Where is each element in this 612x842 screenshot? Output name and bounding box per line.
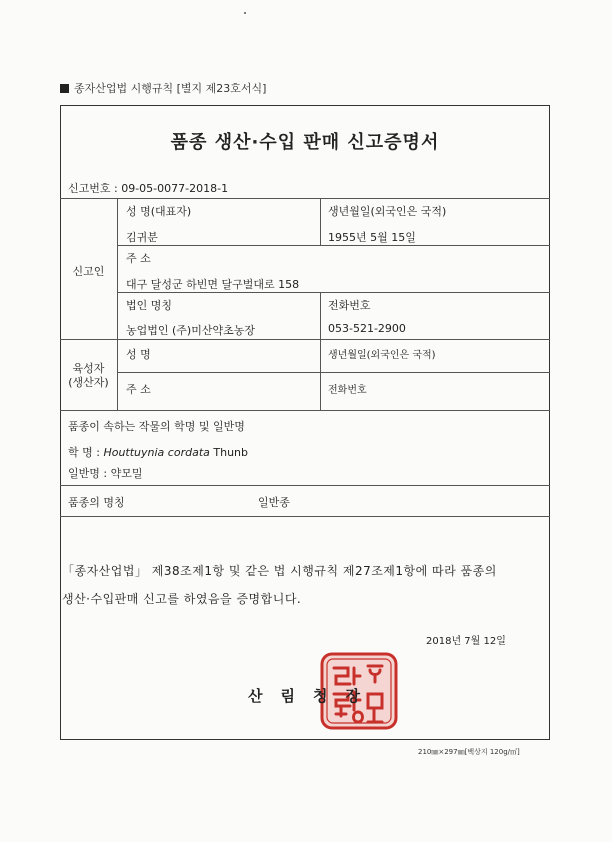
corp-value: 농업법인 (주)미산약초농장 bbox=[126, 324, 255, 337]
common-name-value: 약모밀 bbox=[110, 467, 143, 480]
divider bbox=[117, 339, 118, 410]
breeder-name-label: 성 명 bbox=[126, 348, 151, 361]
birth-label: 생년월일(외국인은 국적) bbox=[328, 205, 447, 218]
general-variety-label: 일반종 bbox=[258, 496, 290, 509]
report-number-label: 신고번호 : bbox=[68, 182, 118, 195]
divider bbox=[117, 292, 550, 293]
divider bbox=[60, 339, 550, 340]
address-label: 주 소 bbox=[126, 252, 151, 265]
breeder-address-label: 주 소 bbox=[126, 383, 151, 396]
statement-line-1: 「종자산업법」 제38조제1항 및 같은 법 시행규칙 제27조제1항에 따라 품종의 bbox=[62, 564, 497, 578]
breeder-section-line2: (생산자) bbox=[68, 376, 109, 389]
common-name bbox=[68, 465, 142, 481]
divider bbox=[320, 292, 321, 339]
report-number bbox=[68, 180, 228, 196]
paper-spec-note: 210㎜×297㎜[백상지 120g/㎡] bbox=[418, 748, 520, 756]
report-number-value: 09-05-0077-2018-1 bbox=[121, 182, 229, 195]
crop-heading: 품종이 속하는 작물의 학명 및 일반명 bbox=[68, 420, 245, 433]
divider bbox=[60, 198, 550, 199]
form-header-text: 종자산업법 시행규칙 [별지 제23호서식] bbox=[74, 82, 267, 95]
birth-value: 1955년 5월 15일 bbox=[328, 231, 416, 244]
corp-label: 법인 명칭 bbox=[126, 299, 173, 312]
form-header bbox=[60, 80, 266, 96]
scan-speck bbox=[244, 12, 246, 14]
breeder-birth-label: 생년월일(외국인은 국적) bbox=[328, 350, 436, 361]
variety-name-label: 품종의 명칭 bbox=[68, 496, 125, 509]
divider bbox=[60, 485, 550, 486]
breeder-phone-label: 전화번호 bbox=[328, 385, 367, 396]
divider bbox=[320, 198, 321, 245]
issue-date: 2018년 7월 12일 bbox=[426, 636, 506, 647]
reporter-section-label: 신고인 bbox=[72, 265, 105, 278]
breeder-section-label bbox=[60, 362, 117, 390]
divider bbox=[117, 245, 550, 246]
name-value: 김귀분 bbox=[126, 231, 158, 244]
phone-label: 전화번호 bbox=[328, 299, 371, 312]
scientific-name-author: Thunb bbox=[213, 446, 249, 459]
phone-value: 053-521-2900 bbox=[328, 322, 406, 335]
page-title: 품종 생산·수입 판매 신고증명서 bbox=[170, 132, 440, 153]
divider bbox=[117, 372, 550, 373]
scientific-name-label: 학 명 : bbox=[68, 446, 100, 459]
divider bbox=[320, 339, 321, 410]
divider bbox=[117, 198, 118, 339]
statement-line-2: 생산·수입판매 신고를 하였음을 증명합니다. bbox=[62, 592, 302, 606]
scientific-name bbox=[68, 444, 248, 460]
scientific-name-genus-species: Houttuynia cordata bbox=[103, 446, 210, 459]
issuer-title: 산림청장 bbox=[248, 687, 378, 705]
divider bbox=[60, 516, 550, 517]
address-value: 대구 달성군 하빈면 달구벌대로 158 bbox=[126, 278, 300, 291]
name-label: 성 명(대표자) bbox=[126, 205, 192, 218]
common-name-label: 일반명 : bbox=[68, 467, 108, 480]
square-bullet-icon bbox=[60, 84, 69, 93]
breeder-section-line1: 육성자 bbox=[72, 362, 105, 375]
divider bbox=[60, 410, 550, 411]
